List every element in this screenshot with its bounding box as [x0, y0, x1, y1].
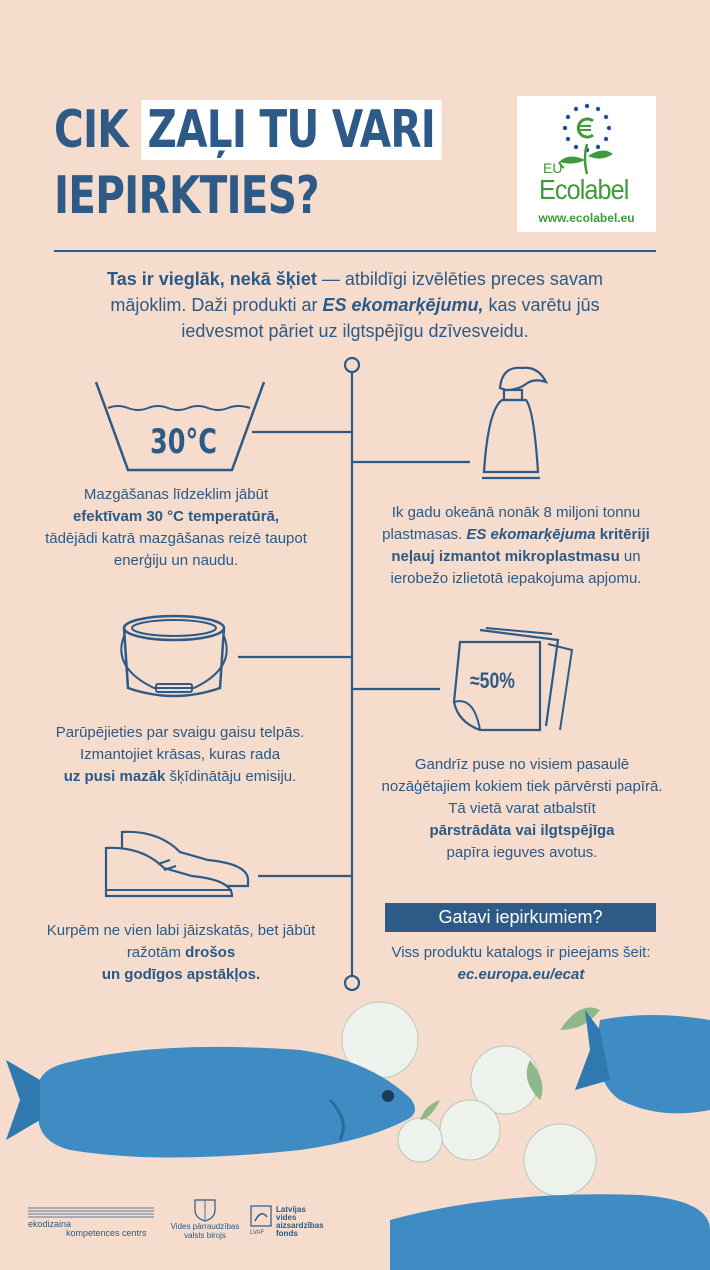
logo-name: Ecolabel [539, 174, 629, 205]
lvaf-emblem-icon [250, 1205, 272, 1227]
org3-line1: Latvijas [276, 1205, 306, 1214]
page-title-line-2: IEPIRKTIES? [54, 166, 319, 226]
paper-t2: papīra ieguves avotus. [446, 844, 598, 861]
ready-to-shop-banner: Gatavi iepirkumiem? [385, 903, 656, 932]
toothpaste-bi1: ES ekomarķējuma [466, 526, 596, 543]
coat-of-arms-icon [193, 1196, 217, 1222]
shoes-b2: un godīgos apstākļos. [101, 966, 261, 983]
title-highlight: ZAĻI TU VARI [141, 100, 441, 160]
detergent-t2: tādējādi katrā mazgāšanas reizē taupot enerģiju un naudu. [45, 530, 307, 569]
toothpaste-t2: un ierobežo izlietotā iepakojuma apjomu. [390, 548, 642, 587]
catalog-link[interactable]: ec.europa.eu/ecat [457, 966, 585, 983]
ekodizains-logo [28, 1206, 154, 1238]
intro-bold-italic: ES ekomarķējumu, [322, 295, 484, 315]
intro-bold: Tas ir vieglāk, nekā šķiet [107, 269, 317, 289]
org2-line2: valsts birojs [184, 1231, 226, 1240]
paper-b1: pārstrādāta vai ilgtspējīga [429, 822, 615, 839]
org2-line1: Vides pārraudzības [170, 1222, 240, 1231]
intro-text-1: — atbildīgi izvēlēties preces savam mājoklim. Daži produkti ar [110, 269, 603, 315]
paper-t1: Gandrīz puse no visiem pasaulē nozāģētajiem kokiem tiek pārvērsti papīrā. Tā vietā varat atbalstīt [381, 756, 663, 817]
shoes-b1: drošos [185, 944, 236, 961]
paper-percent-label: ≈50% [470, 668, 515, 693]
paint-t1: Parūpējieties par svaigu gaisu telpās. Izmantojiet krāsas, kuras rada [55, 724, 305, 763]
paint-text [30, 722, 330, 788]
cta-text [372, 942, 670, 986]
detergent-b1: efektīvam 30 °C temperatūrā, [72, 508, 280, 525]
org3-line3: aizsardzības [276, 1221, 324, 1230]
org3-abbr: LVAF [250, 1230, 265, 1236]
shoes-text [36, 920, 326, 986]
sneakers-icon [98, 824, 268, 904]
paint-b1: uz pusi mazāk [63, 768, 166, 785]
title-plain: CIK [54, 100, 128, 160]
org1-line2: kompetences centrs [66, 1228, 147, 1238]
paint-t2: šķīdinātāju emisiju. [165, 768, 297, 785]
shoes-t1: Kurpēm ne vien labi jāizskatās, bet jābūt ražotām [46, 922, 316, 961]
toothpaste-b1: kritēriji neļauj izmantot mikroplastmasu [391, 526, 650, 565]
logo-eu-text: EU [543, 160, 563, 176]
toothpaste-tube-icon [472, 360, 552, 480]
org3-line2: vides [276, 1213, 297, 1222]
toothpaste-t1: Ik gadu okeānā nonāk 8 miljoni tonnu plastmasas. [382, 504, 641, 543]
vpvb-logo [170, 1196, 240, 1240]
paper-text [372, 754, 672, 864]
temperature-label: 30°C [150, 422, 217, 462]
detergent-text [44, 484, 308, 572]
org1-line1: ekodizaina [28, 1219, 72, 1229]
intro-text-2: kas varētu jūs iedvesmot pāriet uz ilgtspējīgu dzīvesveidu. [181, 295, 600, 341]
logo-url: www.ecolabel.eu [538, 211, 635, 225]
toothpaste-text [366, 502, 666, 590]
cta-catalog-text: Viss produktu katalogs ir pieejams šeit: [391, 944, 651, 961]
org3-line4: fonds [276, 1229, 298, 1238]
paint-bucket-icon [114, 608, 244, 708]
stripes-icon [28, 1206, 154, 1220]
detergent-t1: Mazgāšanas līdzeklim jābūt [83, 486, 269, 503]
